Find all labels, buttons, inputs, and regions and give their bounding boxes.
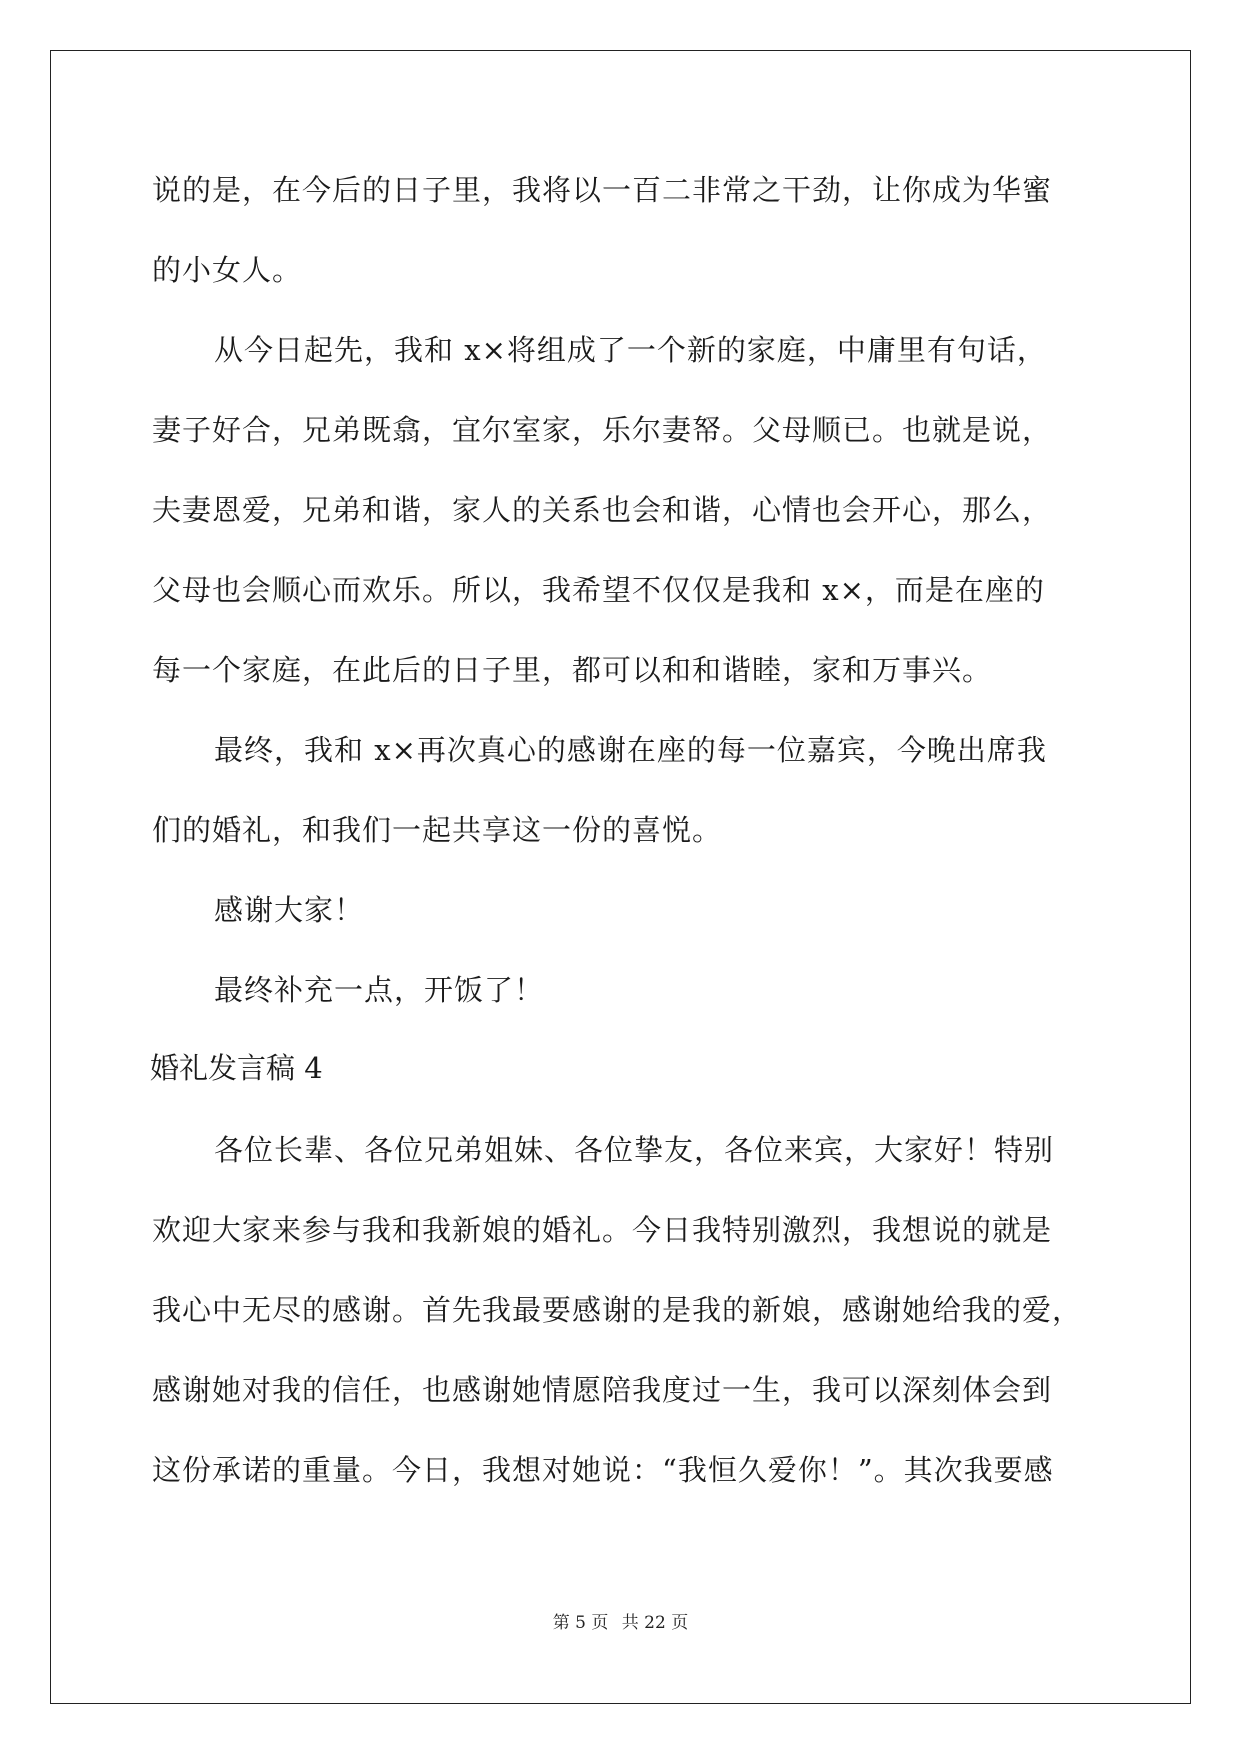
text-line: 最终，我和 x×再次真心的感谢在座的每一位嘉宾，今晚出席我 — [214, 733, 1047, 767]
page-total: 共 22 页 — [621, 1613, 689, 1633]
text-line: 各位长辈、各位兄弟姐妹、各位挚友，各位来宾，大家好！特别 — [214, 1133, 1055, 1167]
text-line: 妻子好合，兄弟既翕，宜尔室家，乐尔妻帑。父母顺已。也就是说， — [152, 413, 1053, 447]
text-line: 感谢她对我的信任，也感谢她情愿陪我度过一生，我可以深刻体会到 — [152, 1373, 1053, 1407]
text-line: 每一个家庭，在此后的日子里，都可以和和谐睦，家和万事兴。 — [152, 653, 993, 687]
text-line: 这份承诺的重量。今日，我想对她说：“我恒久爱你！”。其次我要感 — [152, 1453, 1054, 1487]
text-line: 父母也会顺心而欢乐。所以，我希望不仅仅是我和 x×，而是在座的 — [152, 573, 1045, 607]
page-number: 第 5 页 — [552, 1613, 609, 1633]
text-line: 说的是，在今后的日子里，我将以一百二非常之干劲，让你成为华蜜 — [152, 173, 1053, 207]
text-line: 感谢大家！ — [214, 893, 365, 927]
text-line: 夫妻恩爱，兄弟和谐，家人的关系也会和谐，心情也会开心，那么， — [152, 493, 1053, 527]
page-footer — [0, 1608, 1241, 1633]
text-line: 我心中无尽的感谢。首先我最要感谢的是我的新娘，感谢她给我的爱， — [152, 1293, 1083, 1327]
text-line: 最终补充一点，开饭了！ — [214, 973, 545, 1007]
section-heading: 婚礼发言稿 4 — [150, 1051, 323, 1085]
text-line: 的小女人。 — [152, 253, 303, 287]
text-line: 从今日起先，我和 x×将组成了一个新的家庭，中庸里有句话， — [214, 333, 1047, 367]
text-line: 们的婚礼，和我们一起共享这一份的喜悦。 — [152, 813, 723, 847]
text-line: 欢迎大家来参与我和我新娘的婚礼。今日我特别激烈，我想说的就是 — [152, 1213, 1053, 1247]
